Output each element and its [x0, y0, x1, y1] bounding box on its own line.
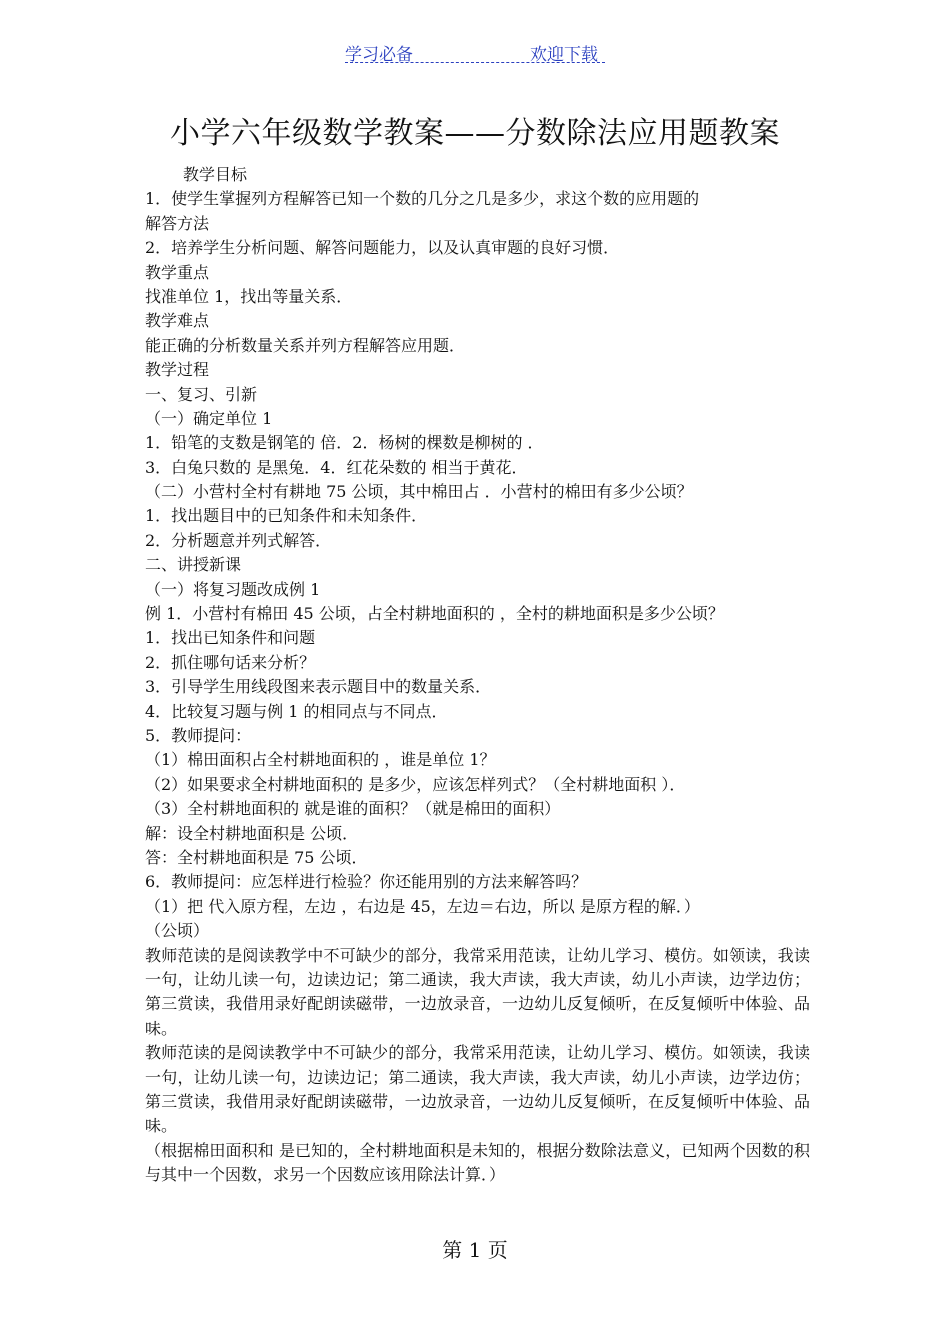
text-line: 5．教师提问：: [145, 725, 252, 745]
text-line: 例 1．小营村有棉田 45 公顷，占全村耕地面积的 ，全村的耕地面积是多少公顷？: [145, 604, 724, 624]
text-line: 一、复习、引新: [145, 384, 258, 404]
text-line: （1）棉田面积占全村耕地面积的 ，谁是单位 1？: [145, 750, 496, 770]
text-line: （公顷）: [145, 921, 210, 941]
text-line: 2．抓住哪句话来分析？: [145, 652, 316, 672]
text-line: 6．教师提问：应怎样进行检验？你还能用别的方法来解答吗？: [145, 872, 588, 892]
paragraph: （根据棉田面积和 是已知的，全村耕地面积是未知的，根据分数除法意义，已知两个因数的积与其中一个因数，求另一个因数应该用除法计算．）: [145, 1140, 810, 1185]
text-line: 1．找出已知条件和问题: [145, 628, 316, 648]
text-line: 2．培养学生分析问题、解答问题能力，以及认真审题的良好习惯．: [145, 238, 620, 258]
section-heading: 教学过程: [145, 360, 210, 380]
section-heading: 教学难点: [145, 311, 210, 331]
document-title: 小学六年级数学教案——分数除法应用题教案: [170, 116, 780, 151]
text-line: 解答方法: [145, 213, 210, 233]
text-line: 答：全村耕地面积是 75 公顷．: [145, 847, 368, 867]
text-line: 1．找出题目中的已知条件和未知条件．: [145, 506, 428, 526]
text-line: （一）将复习题改成例 1: [145, 579, 321, 599]
text-line: 3．白兔只数的 是黑兔．4．红花朵数的 相当于黄花．: [145, 457, 528, 477]
text-line: （3）全村耕地面积的 就是谁的面积？（就是棉田的面积）: [145, 799, 561, 819]
text-line: 2．分析题意并列式解答．: [145, 530, 332, 550]
text-line: （1）把 代入原方程，左边 ，右边是 45，左边＝右边，所以 是原方程的解．）: [145, 896, 700, 916]
text-line: 解：设全村耕地面积是 公顷．: [145, 823, 359, 843]
section-heading: 教学目标: [183, 165, 248, 184]
text-line: 二、讲授新课: [145, 555, 242, 575]
text-line: 1．铅笔的支数是钢笔的 倍．2．杨树的棵数是柳树的 ．: [145, 433, 544, 453]
text-line: （二）小营村全村有耕地 75 公顷，其中棉田占 ．小营村的棉田有多少公顷？: [145, 482, 693, 502]
text-line: 能正确的分析数量关系并列方程解答应用题．: [145, 335, 466, 355]
text-line: 找准单位 1，找出等量关系．: [145, 286, 353, 306]
text-line: 1．使学生掌握列方程解答已知一个数的几分之几是多少，求这个数的应用题的: [145, 189, 700, 209]
paragraph: 教师范读的是阅读教学中不可缺少的部分，我常采用范读，让幼儿学习、模仿。如领读，我读一句，让幼儿读一句，边读边记；第二通读，我大声读，我大声读，幼儿小声读，边学边仿；第三赏读，我借用录好配朗读磁带，一边放录音，一边幼儿反复倾听，在反复倾听中体验、品味。: [145, 945, 810, 1038]
header-right-text: 欢迎下载: [530, 45, 598, 65]
page-header: [345, 40, 605, 63]
text-line: （一）确定单位 1: [145, 408, 273, 428]
page-number: 第 1 页: [442, 1238, 508, 1262]
document-body: [145, 163, 810, 1188]
header-left-text: 学习必备: [345, 45, 413, 65]
paragraph: 教师范读的是阅读教学中不可缺少的部分，我常采用范读，让幼儿学习、模仿。如领读，我读一句，让幼儿读一句，边读边记；第二通读，我大声读，我大声读，幼儿小声读，边学边仿；第三赏读，我借用录好配朗读磁带，一边放录音，一边幼儿反复倾听，在反复倾听中体验、品味。: [145, 1043, 810, 1136]
text-line: （2）如果要求全村耕地面积的 是多少，应该怎样列式？（全村耕地面积 ）．: [145, 774, 686, 794]
text-line: 3．引导学生用线段图来表示题目中的数量关系．: [145, 677, 492, 697]
section-heading: 教学重点: [145, 262, 210, 282]
text-line: 4．比较复习题与例 1 的相同点与不同点．: [145, 701, 448, 721]
